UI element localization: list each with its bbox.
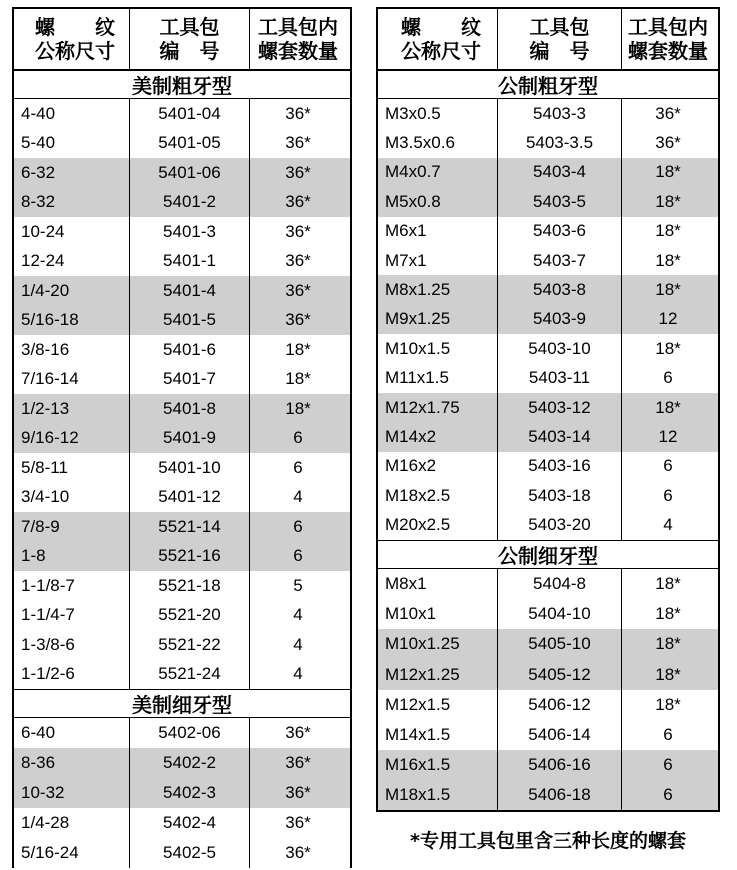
kit-number-cell: 5521-18: [130, 571, 250, 601]
kit-number-cell: 5403-16: [498, 452, 622, 481]
kit-number-cell: 5403-3: [498, 99, 622, 128]
quantity-cell: 36*: [285, 221, 311, 241]
thread-size-cell: 8-36: [14, 748, 130, 778]
header-kit-number: 工具包 编 号: [498, 9, 622, 69]
thread-size-cell: M16x1.5: [378, 750, 498, 780]
table-row: [14, 660, 350, 690]
thread-size-cell: M8x1.25: [378, 275, 498, 304]
quantity-cell: 18*: [655, 634, 681, 654]
table-row: [378, 629, 718, 659]
thread-size-cell: 10-32: [14, 778, 130, 808]
thread-size-cell: M3x0.5: [378, 99, 498, 128]
table-row: [14, 808, 350, 838]
kit-number-cell: 5402-06: [130, 718, 250, 748]
quantity-cell: 18*: [655, 162, 681, 182]
thread-size-cell: 5/8-11: [14, 453, 130, 483]
thread-size-cell: M4x0.7: [378, 158, 498, 187]
quantity-cell: 36*: [285, 280, 311, 300]
thread-size-cell: 1/4-28: [14, 808, 130, 838]
quantity-cell: 6: [293, 457, 303, 477]
kit-number-cell: 5403-11: [498, 364, 622, 393]
section-rows: [378, 99, 718, 540]
section-rows: [14, 99, 350, 689]
quantity-cell: 18*: [655, 280, 681, 300]
quantity-cell: 18*: [655, 250, 681, 270]
table-row: [378, 750, 718, 780]
section-title: 美制细牙型: [14, 689, 350, 718]
quantity-cell: 5: [293, 575, 303, 595]
kit-number-cell: 5401-04: [130, 99, 250, 129]
section-rows: [378, 569, 718, 811]
thread-size-cell: 8-32: [14, 188, 130, 218]
table-row: [378, 510, 718, 539]
quantity-cell: 6: [293, 428, 303, 448]
kit-number-cell: 5401-7: [130, 365, 250, 395]
table-row: [378, 599, 718, 629]
kit-number-cell: 5406-12: [498, 690, 622, 720]
thread-size-cell: 1/4-20: [14, 276, 130, 306]
section-rows: [14, 718, 350, 868]
quantity-cell: 4: [293, 605, 303, 625]
kit-number-cell: 5403-10: [498, 334, 622, 363]
kit-number-cell: 5401-6: [130, 335, 250, 365]
table-row: [378, 780, 718, 810]
kit-number-cell: 5404-10: [498, 599, 622, 629]
thread-size-cell: M18x1.5: [378, 780, 498, 810]
table-row: [378, 452, 718, 481]
thread-size-cell: 4-40: [14, 99, 130, 129]
quantity-cell: 36*: [655, 103, 681, 123]
quantity-cell: 6: [663, 485, 673, 505]
table-row: [378, 393, 718, 422]
thread-size-cell: M8x1: [378, 569, 498, 599]
thread-size-cell: M11x1.5: [378, 364, 498, 393]
thread-size-cell: 7/16-14: [14, 365, 130, 395]
footnote: *专用工具包里含三种长度的螺套: [410, 830, 686, 852]
metric-thread-table: [376, 7, 720, 812]
thread-size-cell: 1-3/8-6: [14, 630, 130, 660]
table-row: [378, 99, 718, 128]
quantity-cell: 36*: [285, 192, 311, 212]
kit-number-cell: 5406-16: [498, 750, 622, 780]
table-row: [14, 630, 350, 660]
kit-number-cell: 5401-3: [130, 217, 250, 247]
quantity-cell: 18*: [655, 664, 681, 684]
table-row: [14, 365, 350, 395]
table-row: [14, 512, 350, 542]
thread-size-cell: 1-1/4-7: [14, 601, 130, 631]
kit-number-cell: 5406-14: [498, 720, 622, 750]
kit-number-cell: 5403-18: [498, 481, 622, 510]
thread-size-cell: 5/16-24: [14, 838, 130, 868]
kit-number-cell: 5403-20: [498, 510, 622, 539]
quantity-cell: 12: [658, 426, 678, 446]
kit-number-cell: 5521-22: [130, 630, 250, 660]
thread-size-cell: 6-40: [14, 718, 130, 748]
kit-number-cell: 5403-9: [498, 305, 622, 334]
thread-size-cell: 1-1/2-6: [14, 660, 130, 690]
table-row: [14, 99, 350, 129]
kit-number-cell: 5401-12: [130, 483, 250, 513]
thread-size-cell: 1-8: [14, 542, 130, 572]
table-row: [14, 838, 350, 868]
quantity-cell: 18*: [655, 573, 681, 593]
thread-size-cell: 5/16-18: [14, 306, 130, 336]
thread-size-cell: 1/2-13: [14, 394, 130, 424]
kit-number-cell: 5403-4: [498, 158, 622, 187]
table-row: [378, 275, 718, 304]
thread-size-cell: M5x0.8: [378, 187, 498, 216]
quantity-cell: 36*: [285, 783, 311, 802]
quantity-cell: 6: [293, 516, 303, 536]
quantity-cell: 12: [658, 309, 678, 329]
thread-size-cell: M12x1.75: [378, 393, 498, 422]
quantity-cell: 18*: [285, 398, 311, 418]
table-row: [378, 422, 718, 451]
table-header: [378, 9, 718, 71]
header-kit-number: 工具包 编 号: [130, 9, 250, 69]
kit-number-cell: 5521-20: [130, 601, 250, 631]
table-header: [14, 9, 350, 71]
quantity-cell: 6: [663, 755, 673, 775]
thread-size-cell: M7x1: [378, 246, 498, 275]
kit-number-cell: 5402-5: [130, 838, 250, 868]
table-row: [378, 720, 718, 750]
thread-size-cell: 9/16-12: [14, 424, 130, 454]
quantity-cell: 36*: [285, 843, 311, 862]
kit-number-cell: 5403-14: [498, 422, 622, 451]
table-row: [14, 217, 350, 247]
table-row: [378, 334, 718, 363]
table-row: [378, 217, 718, 246]
table-row: [378, 364, 718, 393]
thread-size-cell: M20x2.5: [378, 510, 498, 539]
thread-size-cell: M12x1.5: [378, 690, 498, 720]
thread-size-cell: 5-40: [14, 129, 130, 159]
thread-size-cell: 6-32: [14, 158, 130, 188]
kit-number-cell: 5521-14: [130, 512, 250, 542]
table-row: [14, 601, 350, 631]
quantity-cell: 36*: [655, 133, 681, 153]
kit-number-cell: 5401-4: [130, 276, 250, 306]
table-row: [14, 542, 350, 572]
kit-number-cell: 5403-7: [498, 246, 622, 275]
quantity-cell: 6: [663, 368, 673, 388]
thread-size-cell: M12x1.25: [378, 659, 498, 689]
thread-size-cell: M10x1.25: [378, 629, 498, 659]
table-row: [14, 276, 350, 306]
thread-size-cell: M6x1: [378, 217, 498, 246]
thread-size-cell: M10x1.5: [378, 334, 498, 363]
kit-number-cell: 5401-10: [130, 453, 250, 483]
quantity-cell: 18*: [655, 397, 681, 417]
quantity-cell: 18*: [285, 369, 311, 389]
kit-number-cell: 5401-06: [130, 158, 250, 188]
table-row: [378, 158, 718, 187]
quantity-cell: 4: [293, 487, 303, 507]
quantity-cell: 36*: [285, 813, 311, 832]
thread-size-cell: 7/8-9: [14, 512, 130, 542]
kit-number-cell: 5405-12: [498, 659, 622, 689]
quantity-cell: 36*: [285, 723, 311, 742]
quantity-cell: 6: [663, 456, 673, 476]
quantity-cell: 6: [663, 724, 673, 744]
kit-number-cell: 5401-9: [130, 424, 250, 454]
table-row: [14, 483, 350, 513]
thread-size-cell: 10-24: [14, 217, 130, 247]
quantity-cell: 36*: [285, 251, 311, 271]
header-insert-quantity: 工具包内 螺套数量: [258, 15, 338, 63]
quantity-cell: 36*: [285, 103, 311, 123]
table-row: [14, 718, 350, 748]
thread-size-cell: 12-24: [14, 247, 130, 277]
quantity-cell: 4: [663, 515, 673, 535]
table-row: [14, 424, 350, 454]
thread-size-cell: M9x1.25: [378, 305, 498, 334]
table-row: [14, 306, 350, 336]
kit-number-cell: 5401-5: [130, 306, 250, 336]
thread-size-cell: M10x1: [378, 599, 498, 629]
header-thread-size: 螺 纹 公称尺寸: [378, 9, 498, 69]
table-row: [14, 571, 350, 601]
kit-number-cell: 5521-16: [130, 542, 250, 572]
table-row: [378, 690, 718, 720]
header-insert-quantity: 工具包内 螺套数量: [628, 15, 708, 63]
kit-number-cell: 5402-3: [130, 778, 250, 808]
table-row: [378, 128, 718, 157]
kit-number-cell: 5521-24: [130, 660, 250, 690]
table-row: [14, 394, 350, 424]
kit-number-cell: 5402-4: [130, 808, 250, 838]
thread-size-cell: 3/8-16: [14, 335, 130, 365]
kit-number-cell: 5403-6: [498, 217, 622, 246]
table-row: [14, 335, 350, 365]
quantity-cell: 4: [293, 634, 303, 654]
thread-size-cell: 1-1/8-7: [14, 571, 130, 601]
kit-number-cell: 5403-8: [498, 275, 622, 304]
us-thread-table: [12, 7, 352, 868]
section-title: 公制粗牙型: [378, 71, 718, 99]
table-row: [14, 129, 350, 159]
table-row: [14, 247, 350, 277]
quantity-cell: 18*: [655, 604, 681, 624]
table-row: [378, 246, 718, 275]
quantity-cell: 6: [293, 546, 303, 566]
header-thread-size: 螺 纹 公称尺寸: [14, 9, 130, 69]
section-title: 公制细牙型: [378, 540, 718, 569]
table-row: [14, 158, 350, 188]
quantity-cell: 36*: [285, 310, 311, 330]
table-row: [14, 188, 350, 218]
kit-number-cell: 5401-1: [130, 247, 250, 277]
quantity-cell: 18*: [655, 694, 681, 714]
table-row: [14, 778, 350, 808]
kit-number-cell: 5401-2: [130, 188, 250, 218]
quantity-cell: 18*: [655, 221, 681, 241]
table-row: [14, 748, 350, 778]
table-row: [378, 569, 718, 599]
quantity-cell: 18*: [655, 338, 681, 358]
table-row: [14, 453, 350, 483]
thread-size-cell: 3/4-10: [14, 483, 130, 513]
table-row: [378, 187, 718, 216]
thread-size-cell: M14x2: [378, 422, 498, 451]
table-row: [378, 305, 718, 334]
table-row: [378, 659, 718, 689]
quantity-cell: 6: [663, 785, 673, 805]
kit-number-cell: 5404-8: [498, 569, 622, 599]
quantity-cell: 36*: [285, 753, 311, 772]
quantity-cell: 36*: [285, 162, 311, 182]
kit-number-cell: 5406-18: [498, 780, 622, 810]
quantity-cell: 18*: [285, 339, 311, 359]
quantity-cell: 4: [293, 664, 303, 684]
section-title: 美制粗牙型: [14, 71, 350, 99]
thread-size-cell: M18x2.5: [378, 481, 498, 510]
thread-size-cell: M16x2: [378, 452, 498, 481]
table-row: [378, 481, 718, 510]
kit-number-cell: 5401-05: [130, 129, 250, 159]
kit-number-cell: 5405-10: [498, 629, 622, 659]
kit-number-cell: 5401-8: [130, 394, 250, 424]
quantity-cell: 36*: [285, 133, 311, 153]
thread-size-cell: M3.5x0.6: [378, 128, 498, 157]
kit-number-cell: 5402-2: [130, 748, 250, 778]
kit-number-cell: 5403-3.5: [498, 128, 622, 157]
kit-number-cell: 5403-12: [498, 393, 622, 422]
kit-number-cell: 5403-5: [498, 187, 622, 216]
thread-size-cell: M14x1.5: [378, 720, 498, 750]
quantity-cell: 18*: [655, 191, 681, 211]
